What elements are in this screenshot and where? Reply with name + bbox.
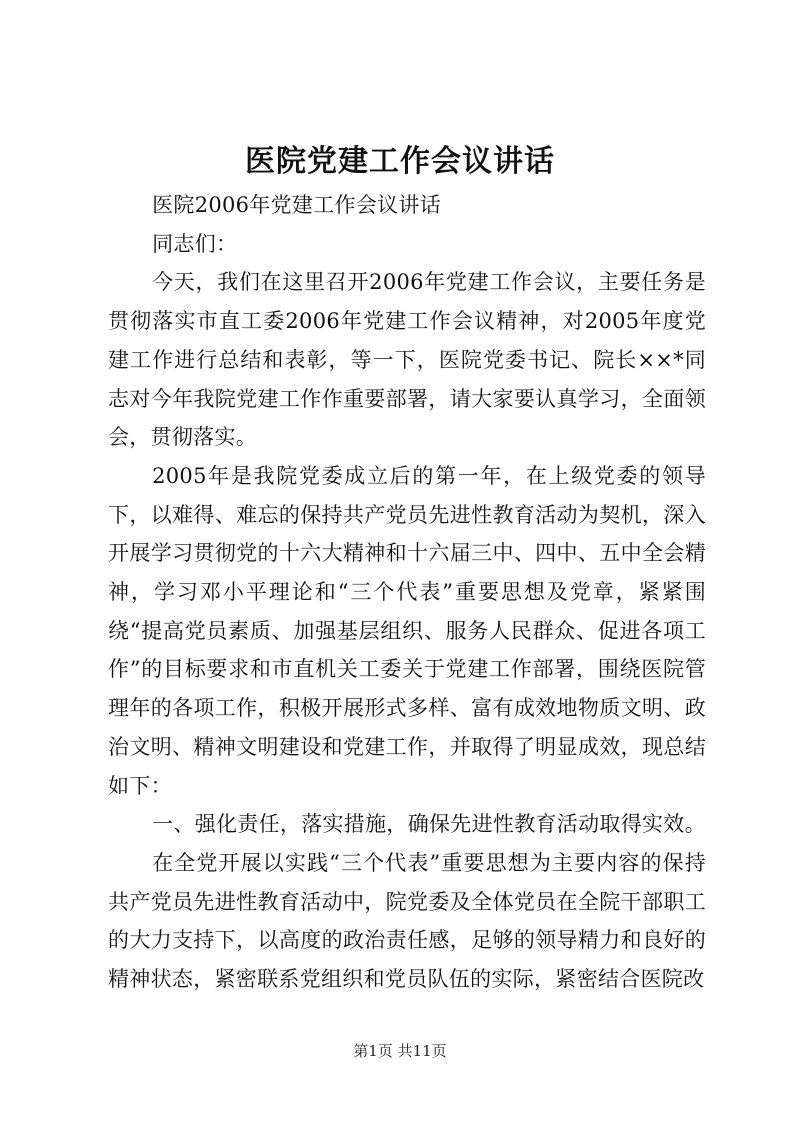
paragraph-salutation: 同志们： bbox=[152, 231, 238, 256]
paragraph-education: 在全党开展以实践“三个代表”重要思想为主要内容的保持共产党员先进性教育活动中，院党委及全体党员在全院干部职工的大力支持下，以高度的政治责任感，足够的领导精力和良好的精神状态，紧密联系党组织和党员队伍的实际，紧密结合医院改 bbox=[108, 850, 706, 992]
section-heading: 一、强化责任，落实措施，确保先进性教育活动取得实效。 bbox=[152, 812, 706, 837]
page-footer: 第1页 共11页 bbox=[353, 1042, 447, 1060]
paragraph-summary: 2005年是我院党委成立后的第一年，在上级党委的领导下，以难得、难忘的保持共产党员先进性教育活动为契机，深入开展学习贯彻党的十六大精神和十六届三中、四中、五中全会精神，学习邓小平理论和“三个代表”重要思想及党章，紧紧围绕“提高党员素质、加强基层组织、服务人民群众、促进各项工作”的目标要求和市直机关工委关于党建工作部署，围绕医院管理年的各项工作，积极开展形式多样、富有成效地物质文明、政治文明、精神文明建设和党建工作，并取得了明显成效，现总结如下： bbox=[108, 463, 706, 798]
document-body bbox=[108, 186, 706, 999]
paragraph-intro: 今天，我们在这里召开2006年党建工作会议，主要任务是贯彻落实市直工委2006年党建工作会议精神，对2005年度党建工作进行总结和表彰，等一下，医院党委书记、院长××*同志对今年我院党建工作作重要部署，请大家要认真学习，全面领会，贯彻落实。 bbox=[108, 270, 706, 450]
paragraph-subtitle: 医院2006年党建工作会议讲话 bbox=[152, 193, 442, 217]
document-title: 医院党建工作会议讲话 bbox=[245, 144, 555, 179]
